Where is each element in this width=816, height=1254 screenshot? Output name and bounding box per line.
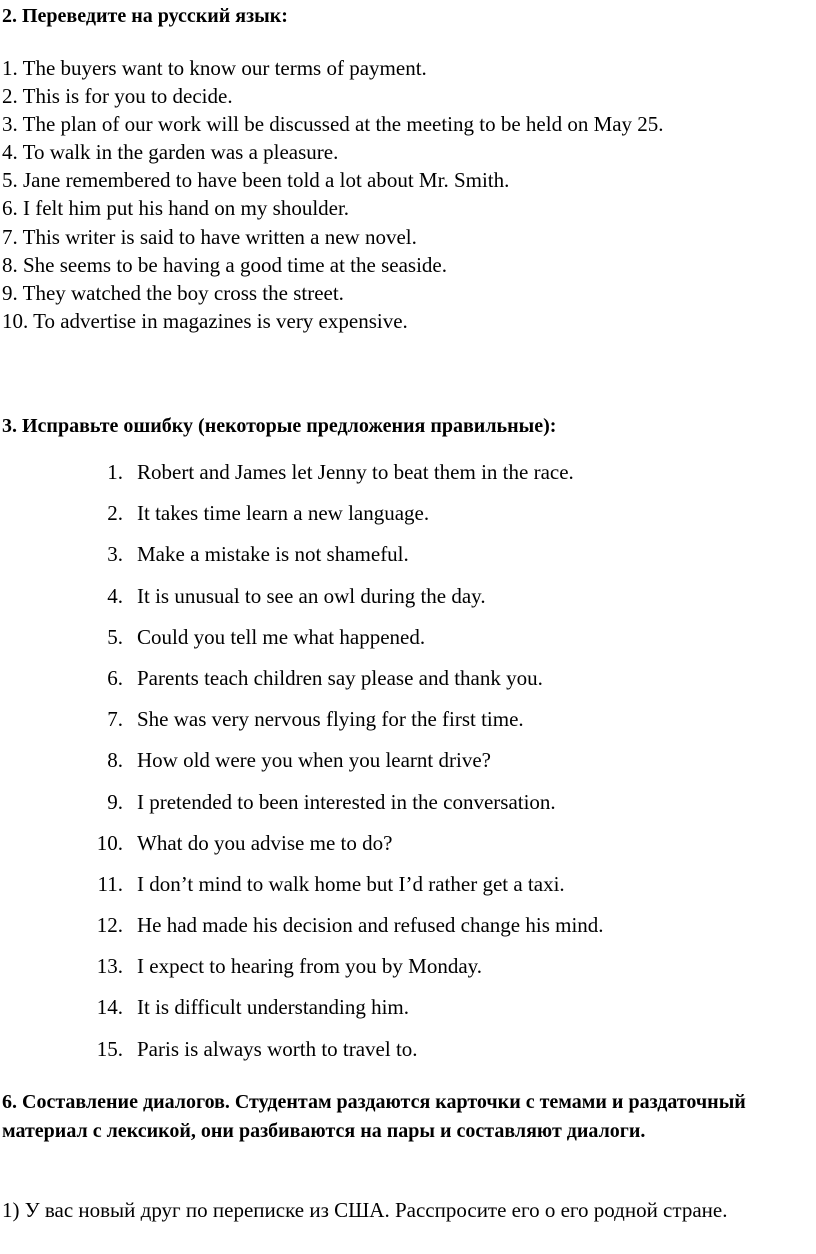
item-number: 2.	[107, 501, 123, 526]
item-text: Could you tell me what happened.	[137, 624, 426, 649]
item-number: 14.	[96, 995, 123, 1020]
item-number: 5.	[107, 624, 123, 649]
item-number: 11.	[97, 871, 123, 896]
item-text: She was very nervous flying for the first time.	[137, 707, 524, 732]
item-number: 6.	[107, 665, 123, 690]
item-text: I pretended to been interested in the conversation.	[137, 789, 556, 814]
section-2-sentence-list	[2, 54, 664, 335]
item-text: I expect to hearing from you by Monday.	[137, 954, 483, 979]
sentence-item: 7. This writer is said to have written a new novel.	[2, 224, 417, 249]
item-text: I don’t mind to walk home but I’d rather get a taxi.	[137, 871, 565, 896]
sentence-item: 9. They watched the boy cross the street.	[2, 280, 344, 305]
section-2-heading: 2. Переведите на русский язык:	[2, 5, 288, 27]
item-text: He had made his decision and refused change his mind.	[137, 913, 604, 938]
section-6-task-paragraph: 1) У вас новый друг по переписке из США. Расспросите его о его родной стране.	[2, 1198, 728, 1222]
sentence-item: 6. I felt him put his hand on my shoulder.	[2, 196, 350, 221]
item-text: Robert and James let Jenny to beat them in the race.	[137, 460, 574, 484]
item-number: 9.	[107, 789, 123, 814]
item-text: It takes time learn a new language.	[137, 501, 430, 526]
item-number: 10.	[96, 830, 123, 855]
item-text: It is difficult understanding him.	[137, 995, 409, 1020]
section-6-heading: 6. Составление диалогов. Студентам раздаются карточки с темами и раздаточный материал с лексикой, они разбиваются на пары и составляют диалоги.	[2, 1091, 746, 1142]
item-number: 15.	[96, 1036, 123, 1061]
section-3-heading: 3. Исправьте ошибку (некоторые предложения правильные):	[2, 415, 557, 437]
item-text: It is unusual to see an owl during the day.	[137, 583, 486, 608]
item-text: Parents teach children say please and thank you.	[137, 665, 543, 690]
item-text: How old were you when you learnt drive?	[137, 748, 491, 773]
item-number: 4.	[107, 583, 123, 608]
item-number: 1.	[107, 460, 123, 484]
item-text: What do you advise me to do?	[137, 830, 393, 855]
item-text: Paris is always worth to travel to.	[137, 1036, 418, 1061]
sentence-item: 3. The plan of our work will be discussed at the meeting to be held on May 25.	[2, 112, 664, 137]
item-number: 13.	[96, 954, 123, 979]
item-number: 7.	[107, 707, 123, 732]
sentence-item: 10. To advertise in magazines is very expensive.	[2, 308, 408, 333]
sentence-item: 1. The buyers want to know our terms of payment.	[2, 56, 427, 80]
sentence-item: 2. This is for you to decide.	[2, 84, 233, 109]
sentence-item: 8. She seems to be having a good time at the seaside.	[2, 252, 447, 277]
item-text: Make a mistake is not shameful.	[137, 542, 409, 567]
sentence-item: 4. To walk in the garden was a pleasure.	[2, 140, 339, 165]
item-number: 12.	[96, 913, 123, 938]
item-number: 3.	[107, 542, 123, 567]
item-number: 8.	[107, 748, 123, 773]
sentence-item: 5. Jane remembered to have been told a lot about Mr. Smith.	[2, 168, 510, 193]
